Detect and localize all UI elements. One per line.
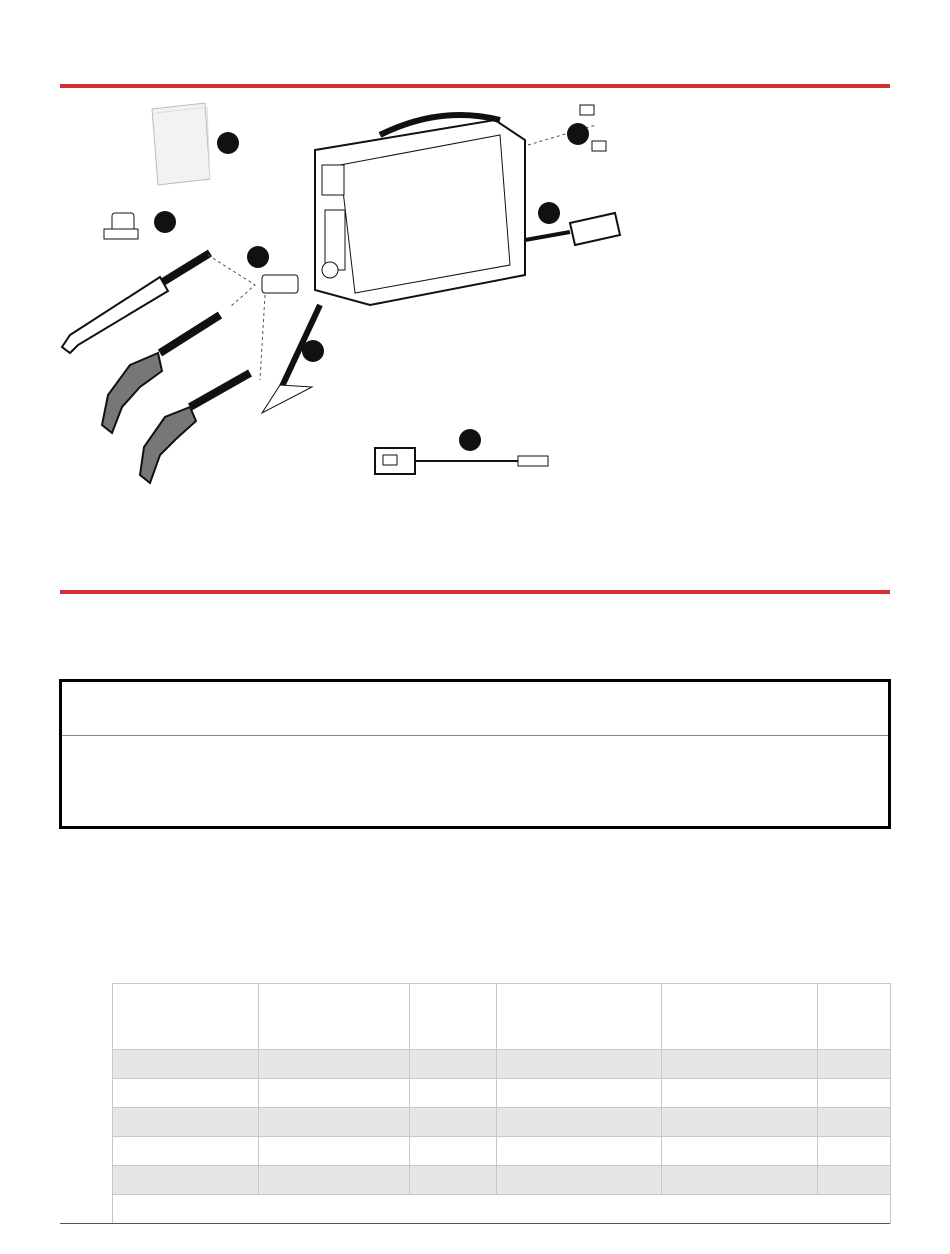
table-row	[113, 1166, 891, 1195]
remote-pendant-icon	[375, 429, 548, 474]
table-row	[113, 1137, 891, 1166]
table-header-cell	[497, 984, 662, 1050]
table-header-cell	[259, 984, 410, 1050]
page-footer-line	[60, 1223, 890, 1224]
work-clamp-icon	[262, 305, 324, 413]
section-divider-top	[60, 84, 890, 88]
table-row	[113, 1050, 891, 1079]
manual-icon	[152, 103, 239, 185]
table-header-cell	[410, 984, 497, 1050]
table-row	[113, 1079, 891, 1108]
notice-box-divider	[62, 735, 888, 736]
product-contents-illustration	[40, 95, 640, 495]
nozzle-icon	[104, 211, 176, 239]
table-header-cell	[113, 984, 259, 1050]
gas-fitting-icon	[528, 105, 606, 151]
spec-table	[112, 983, 891, 1224]
table-row	[113, 1108, 891, 1137]
table-header-row	[113, 984, 891, 1050]
plasma-cutter-unit	[315, 115, 525, 305]
table-header-cell	[662, 984, 818, 1050]
power-plug-icon	[525, 202, 620, 245]
section-divider-middle	[60, 590, 890, 594]
hand-torch-icon	[102, 315, 250, 483]
table-footer-row	[113, 1195, 891, 1224]
table-header-cell	[818, 984, 891, 1050]
notice-box	[59, 679, 891, 829]
